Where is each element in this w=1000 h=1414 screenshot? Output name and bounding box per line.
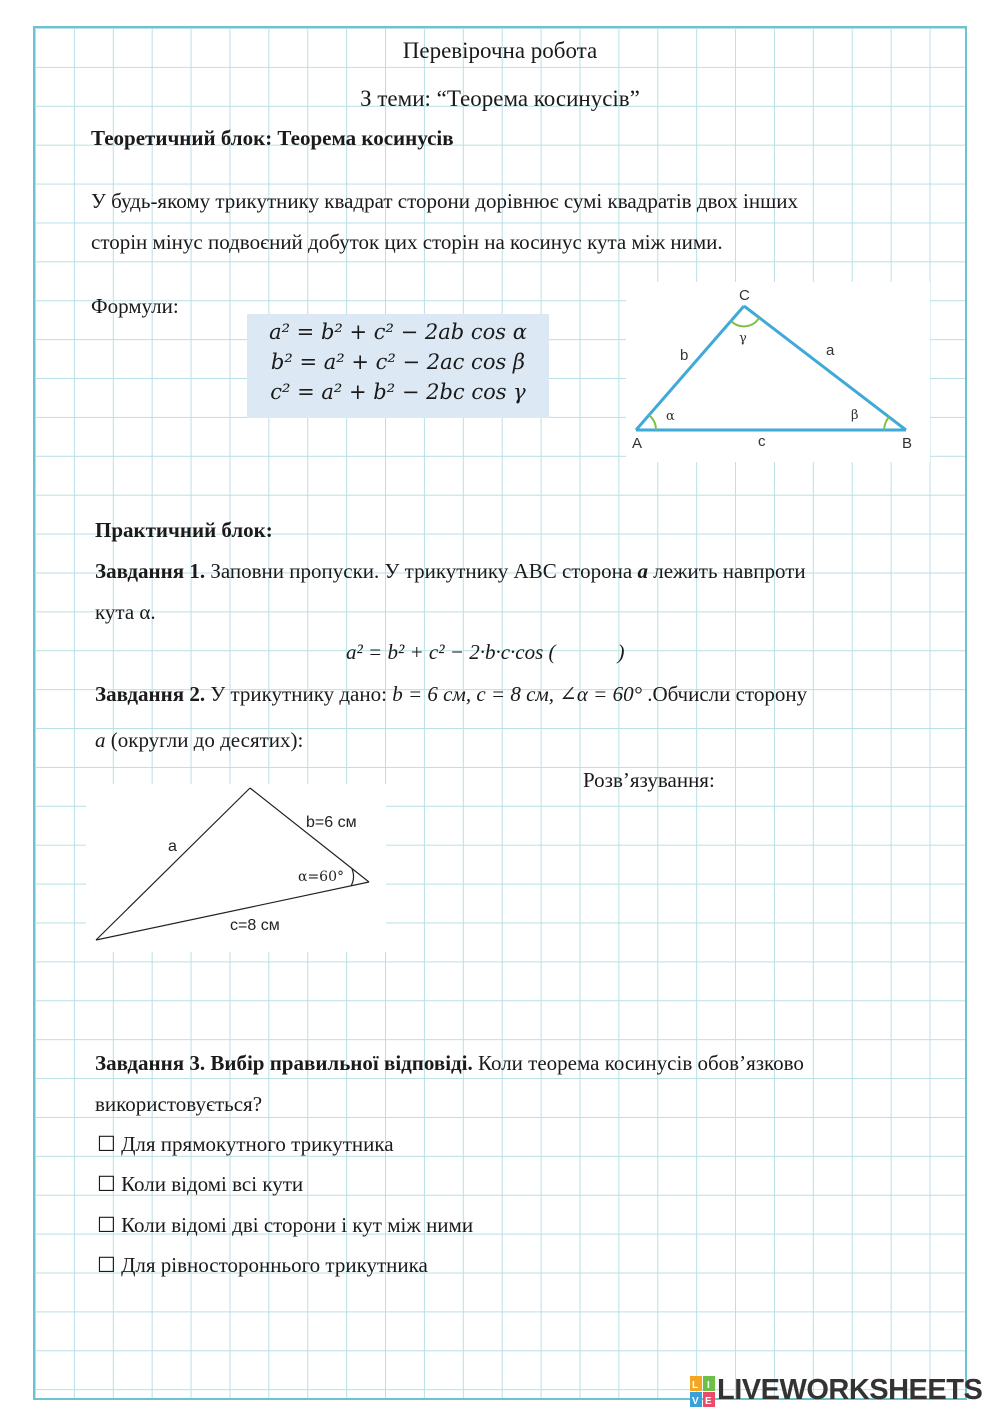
side-b-label: b (680, 347, 689, 364)
task2-text-start: У трикутнику дано: (205, 682, 393, 706)
solution-label: Розв’язування: (583, 768, 715, 792)
vertex-b-label: B (902, 435, 913, 452)
task1-line2: кута α. (95, 600, 156, 624)
option-label: Для рівностороннього трикутника (121, 1253, 428, 1277)
task2-var-a: a (95, 728, 106, 752)
task1-formula (346, 638, 625, 666)
task3-line2: використовується? (95, 1092, 263, 1116)
task2-line2 (95, 726, 303, 754)
page-subtitle: З теми: “Теорема косинусів” (360, 86, 640, 111)
task2-angle-arc (351, 869, 353, 886)
task3-label: Завдання 3. Вибір правильної відповіді. (95, 1051, 473, 1075)
option-label: Коли відомі всі кути (121, 1172, 304, 1196)
triangle-side-b (636, 306, 744, 430)
task3-option-3[interactable] (97, 1211, 473, 1239)
formula-c: c² = a² + b² − 2bc cos γ (270, 380, 526, 404)
task1-var-a: a (637, 559, 648, 583)
side-a-label: a (826, 342, 835, 359)
task3-option-4[interactable] (97, 1251, 428, 1279)
solution-answer-area[interactable] (420, 800, 920, 1000)
logo-glyph-i: I (707, 1380, 710, 1391)
angle-gamma-arc (731, 318, 759, 326)
task2-text-end: .Обчисли сторону (641, 682, 808, 706)
angle-beta-label: β (851, 408, 859, 423)
formula-a: a² = b² + c² − 2ab cos α (269, 320, 527, 344)
task1-label: Завдання 1. (95, 559, 206, 583)
logo-glyph-v: V (692, 1396, 699, 1407)
liveworksheets-logo-text: LIVEWORKSHEETS (717, 1374, 983, 1406)
vertex-a-label: A (632, 435, 643, 452)
liveworksheets-logo (690, 1374, 990, 1408)
checkbox-icon[interactable]: ☐ (97, 1172, 116, 1196)
practice-heading: Практичний блок: (95, 518, 273, 542)
vertex-c-label: C (739, 287, 750, 304)
task1-formula-text: a² = b² + c² − 2·b·c·cos ( (346, 640, 556, 664)
task2-triangle-figure (86, 784, 386, 952)
logo-glyph-l: L (692, 1380, 699, 1391)
checkbox-icon[interactable]: ☐ (97, 1253, 116, 1277)
theory-text-line2: сторін мінус подвоєний добуток цих сторін на косинус кута між ними. (91, 230, 723, 254)
theory-text-line1: У будь-якому трикутнику квадрат сторони дорівнює сумі квадратів двох інших (91, 189, 798, 213)
task3-option-2[interactable] (97, 1170, 303, 1198)
option-label: Коли відомі дві сторони і кут між ними (121, 1213, 474, 1237)
logo-glyph-e: E (705, 1396, 712, 1407)
task2-round-text: (округли до десятих): (105, 728, 304, 752)
task2-angle-label: α=60° (298, 869, 344, 885)
task2-side-b (250, 788, 369, 882)
angle-gamma-label: γ (739, 331, 747, 346)
angle-beta-arc (884, 417, 889, 430)
liveworksheets-logo-icon (690, 1376, 716, 1408)
task2-line1 (95, 680, 807, 708)
task3-option-1[interactable] (97, 1130, 394, 1158)
task1-text: Заповни пропуски. У трикутнику ABC сторона (205, 559, 638, 583)
formulas-box (247, 314, 549, 418)
task2-side-c-label: c=8 см (230, 917, 280, 934)
task1-line1 (95, 557, 806, 585)
task3-text: Коли теорема косинусів обов’язково (472, 1051, 804, 1075)
task2-side-b-label: b=6 см (306, 814, 357, 831)
formula-b: b² = a² + c² − 2ac cos β (270, 350, 526, 374)
side-c-label: c (758, 433, 766, 450)
task1-text-end: лежить навпроти (648, 559, 806, 583)
task2-label: Завдання 2. (95, 682, 206, 706)
angle-alpha-label: α (666, 409, 675, 424)
task2-side-a (96, 788, 250, 940)
triangle-side-a (744, 306, 906, 430)
task2-given: b = 6 см, c = 8 см, ∠α = 60° (392, 682, 642, 706)
task2-side-a-label: a (168, 838, 177, 855)
checkbox-icon[interactable]: ☐ (97, 1213, 116, 1237)
formulas-label: Формули: (91, 294, 179, 318)
angle-alpha-arc (649, 415, 656, 430)
option-label: Для прямокутного трикутника (121, 1132, 394, 1156)
page-title: Перевірочна робота (402, 38, 598, 63)
task3-line1 (95, 1049, 804, 1077)
checkbox-icon[interactable]: ☐ (97, 1132, 116, 1156)
task1-formula-close: ) (617, 640, 625, 664)
theory-heading: Теоретичний блок: Теорема косинусів (91, 126, 454, 150)
triangle-abc-figure (626, 282, 930, 462)
